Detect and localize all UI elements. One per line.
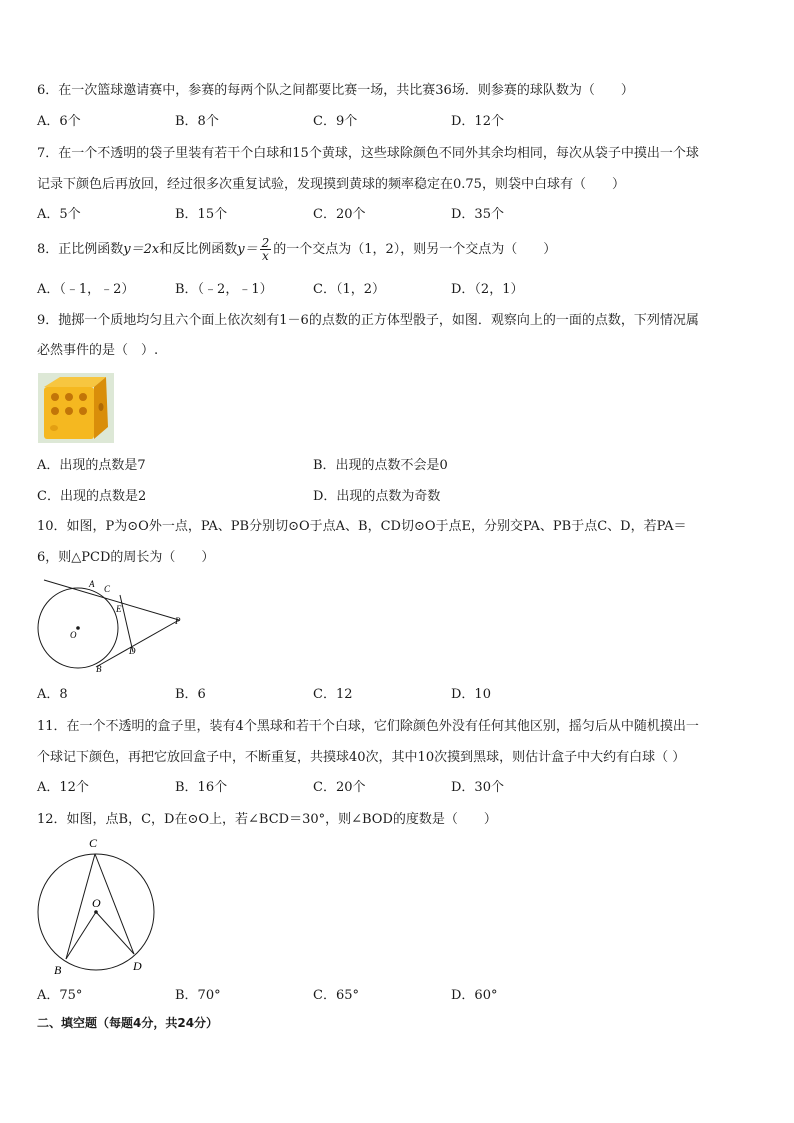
q9-options-row1 — [37, 457, 757, 475]
q9-option-b: B．出现的点数不会是0 — [313, 458, 448, 473]
q11-options — [37, 779, 757, 797]
dice-pip — [65, 393, 73, 401]
dice-pip — [79, 407, 87, 415]
q10-label-a: A — [89, 579, 95, 589]
q11-option-c: C．20个 — [313, 780, 366, 795]
q12-label-d: D — [133, 959, 142, 973]
q12-options — [37, 987, 757, 1005]
q8-prefix: 8．正比例函数 — [37, 242, 124, 257]
q6-option-a: A．6个 — [37, 114, 81, 129]
dice-pip — [51, 407, 59, 415]
q9-options-row2 — [37, 488, 757, 506]
q12-radius-od — [96, 912, 134, 954]
q12-option-d: D．60° — [451, 988, 498, 1003]
q8-fraction-numerator: 2 — [261, 236, 270, 250]
q6-option-d: D．12个 — [451, 114, 504, 129]
dice-pip — [51, 393, 59, 401]
dice-pip — [79, 393, 87, 401]
q12-label-c: C — [89, 836, 98, 850]
q11-option-a: A．12个 — [37, 780, 89, 795]
q10-tangent-cd — [120, 595, 133, 652]
q11-stem-line2: 个球记下颜色，再把它放回盒子中，不断重复，共摸球40次，其中10次摸到黑球，则估计盒子中大约有白球（ ） — [37, 750, 686, 765]
q10-stem-line1: 10．如图，P为⊙O外一点，PA、PB分别切⊙O于点A、B，CD切⊙O于点E，分别交PA、PB于点C、D，若PA＝ — [37, 519, 687, 534]
q8-suffix: 的一个交点为（1，2），则另一个交点为（ ） — [273, 242, 557, 257]
q10-option-d: D．10 — [451, 687, 491, 702]
q8-option-c: C．（1，2） — [313, 282, 385, 297]
q12-label-o: O — [92, 896, 101, 910]
q12-option-c: C．65° — [313, 988, 359, 1003]
q12-radius-ob — [66, 912, 96, 959]
q7-option-c: C．20个 — [313, 207, 366, 222]
q10-stem-line2: 6，则△PCD的周长为（ ） — [37, 550, 215, 565]
q10-option-c: C．12 — [313, 687, 353, 702]
q8-options — [37, 281, 757, 299]
q10-center-point — [76, 626, 80, 630]
q10-label-o: O — [70, 630, 77, 640]
q9-option-c: C．出现的点数是2 — [37, 489, 147, 504]
q12-option-b: B．70° — [175, 988, 221, 1003]
q6-option-c: C．9个 — [313, 114, 358, 129]
q10-label-p: P — [175, 616, 181, 626]
q8-fraction-denominator: x — [262, 249, 269, 263]
q7-options — [37, 206, 757, 224]
q6-stem: 6．在一次篮球邀请赛中，参赛的每两个队之间都要比赛一场，共比赛36场．则参赛的球队数为（ ） — [37, 83, 634, 98]
q6-option-b: B．8个 — [175, 114, 219, 129]
q9-option-d: D．出现的点数为奇数 — [313, 489, 441, 504]
q10-label-b: B — [96, 664, 102, 674]
q10-tangent-pb — [96, 620, 179, 667]
q9-stem-line2: 必然事件的是（ ）. — [37, 343, 159, 358]
q8-linear-function: y＝2x — [123, 242, 160, 257]
q9-stem-line1: 9．抛掷一个质地均匀且六个面上依次刻有1－6的点数的正方体型骰子，如图．观察向上的一面的点数，下列情况属 — [37, 313, 699, 328]
q11-option-d: D．30个 — [451, 780, 504, 795]
q12-center-point — [94, 910, 98, 914]
q12-chord-cd — [95, 854, 134, 954]
q8-option-a: A．（﹣1，﹣2） — [37, 282, 135, 297]
dice-image — [38, 373, 114, 443]
q6-options — [37, 113, 757, 131]
q10-option-b: B．6 — [175, 687, 206, 702]
q8-inverse-function-lhs: y＝ — [237, 242, 258, 257]
q7-stem-line2: 记录下颜色后再放回，经过很多次重复试验，发现摸到黄球的频率稳定在0.75，则袋中白球有（ ） — [37, 177, 625, 192]
q11-option-b: B．16个 — [175, 780, 228, 795]
q10-label-c: C — [104, 584, 111, 594]
dice-pip — [65, 407, 73, 415]
q11-stem-line1: 11．在一个不透明的盒子里，装有4个黑球和若干个白球，它们除颜色外没有任何其他区别，摇匀后从中随机摸出一 — [37, 719, 699, 734]
q8-middle: 和反比例函数 — [159, 242, 238, 257]
q8-option-b: B．（﹣2，﹣1） — [175, 282, 273, 297]
q7-option-a: A．5个 — [37, 207, 81, 222]
q8-fraction — [260, 237, 272, 262]
q12-chord-cb — [66, 854, 95, 959]
q7-option-d: D．35个 — [451, 207, 504, 222]
section2-title: 二、填空题（每题4分，共24分） — [37, 1016, 219, 1030]
q12-option-a: A．75° — [37, 988, 83, 1003]
q10-tangent-figure — [34, 574, 194, 680]
q8-option-d: D．（2，1） — [451, 282, 524, 297]
q12-circle-figure — [34, 832, 164, 978]
q7-option-b: B．15个 — [175, 207, 228, 222]
q10-label-e: E — [116, 604, 122, 614]
dice-shading — [50, 425, 58, 431]
q10-label-d: D — [129, 646, 136, 656]
q10-options — [37, 686, 757, 704]
q7-stem-line1: 7．在一个不透明的袋子里装有若干个白球和15个黄球，这些球除颜色不同外其余均相同，每次从袋子中摸出一个球 — [37, 146, 699, 161]
q10-tangent-pa — [44, 580, 179, 620]
dice-side-pip — [99, 403, 104, 411]
q9-option-a: A．出现的点数是7 — [37, 458, 146, 473]
q12-label-b: B — [54, 963, 62, 977]
q12-stem: 12．如图，点B，C，D在⊙O上，若∠BCD＝30°，则∠BOD的度数是（ ） — [37, 812, 497, 827]
q8-stem — [37, 235, 556, 265]
q10-option-a: A．8 — [37, 687, 68, 702]
